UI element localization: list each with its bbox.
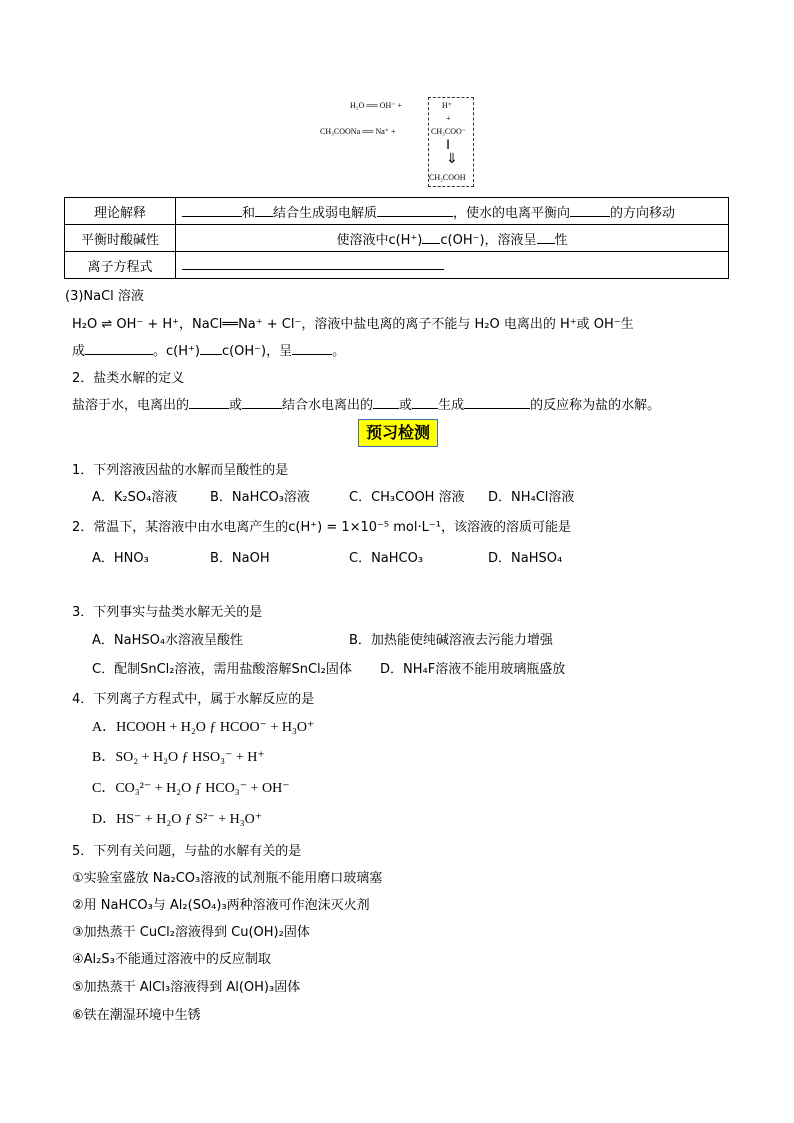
table-row xyxy=(65,198,729,225)
table-row xyxy=(65,225,729,252)
q2-option-c: C．NaHCO₃ xyxy=(349,551,424,566)
table-key: 理论解释 xyxy=(65,198,176,225)
table-value: 使溶液中c(H⁺) c(OH⁻)，溶液呈 性 xyxy=(176,225,729,252)
q4-option-b: B．SO₂ + H₂O ƒ HSO₃⁻ + H⁺ xyxy=(92,750,265,765)
q2-option-d: D．NaHSO₄ xyxy=(488,551,563,566)
hydrolysis-diagram xyxy=(318,96,478,186)
question-3-stem: 3．下列事实与盐类水解无关的是 xyxy=(72,605,263,620)
question-2-stem: 2．常温下，某溶液中由水电离产生的c(H⁺) = 1×10⁻⁵ mol·L⁻¹，该溶液的溶质可能是 xyxy=(72,520,571,535)
diagram-row1-right: H⁺ xyxy=(442,101,452,110)
table-row xyxy=(65,252,729,279)
q5-item-3: ③加热蒸干 CuCl₂溶液得到 Cu(OH)₂固体 xyxy=(72,925,310,940)
q5-item-4: ④Al₂S₃不能通过溶液中的反应制取 xyxy=(72,952,271,967)
section3-line1: H₂O ⇌ OH⁻ + H⁺，NaCl══Na⁺ + Cl⁻，溶液中盐电离的离子不能与 H₂O 电离出的 H⁺或 OH⁻生 xyxy=(72,317,634,332)
q1-option-c: C．CH₃COOH 溶液 xyxy=(349,490,465,505)
table-value: 和 结合生成弱电解质 ，使水的电离平衡向 的方向移动 xyxy=(176,198,729,225)
table-value xyxy=(176,252,729,279)
q4-option-a: A．HCOOH + H₂O ƒ HCOO⁻ + H₃O⁺ xyxy=(92,720,315,735)
q3-option-a: A．NaHSO₄水溶液呈酸性 xyxy=(92,633,244,648)
section3-title: (3)NaCl 溶液 xyxy=(65,289,144,304)
question-4-stem: 4．下列离子方程式中，属于水解反应的是 xyxy=(72,692,315,707)
q5-item-5: ⑤加热蒸干 AlCl₃溶液得到 Al(OH)₃固体 xyxy=(72,980,301,995)
diagram-arrow: ‖ ⇓ xyxy=(446,138,458,167)
diagram-row1-left: H₂O ══ OH⁻ + xyxy=(350,101,402,110)
q2-option-a: A．HNO₃ xyxy=(92,551,149,566)
question-1-stem: 1．下列溶液因盐的水解而呈酸性的是 xyxy=(72,463,289,478)
q3-option-c: C．配制SnCl₂溶液，需用盐酸溶解SnCl₂固体 xyxy=(92,662,352,677)
q3-option-b: B．加热能使纯碱溶液去污能力增强 xyxy=(349,633,553,648)
question-5-stem: 5．下列有关问题，与盐的水解有关的是 xyxy=(72,844,302,859)
diagram-row2-right: CH₃COO⁻ xyxy=(431,127,467,136)
q5-item-1: ①实验室盛放 Na₂CO₃溶液的试剂瓶不能用磨口玻璃塞 xyxy=(72,871,383,886)
diagram-plus: + xyxy=(446,114,451,123)
table-key: 离子方程式 xyxy=(65,252,176,279)
diagram-row2-left: CH₃COONa ══ Na⁺ + xyxy=(320,127,396,136)
section2-definition: 盐溶于水，电离出的 或 结合水电离出的 或 生成 的反应称为盐的水解。 xyxy=(72,398,661,413)
theory-table xyxy=(64,197,729,279)
preview-check-banner: 预习检测 xyxy=(358,419,438,447)
section3-line2: 成 。c(H⁺) c(OH⁻)，呈 。 xyxy=(72,344,346,359)
q1-option-d: D．NH₄Cl溶液 xyxy=(488,490,575,505)
q5-item-6: ⑥铁在潮湿环境中生锈 xyxy=(72,1008,201,1023)
q1-option-b: B．NaHCO₃溶液 xyxy=(210,490,310,505)
q3-option-d: D．NH₄F溶液不能用玻璃瓶盛放 xyxy=(380,662,566,677)
q5-item-2: ②用 NaHCO₃与 Al₂(SO₄)₃两种溶液可作泡沫灭火剂 xyxy=(72,898,370,913)
q1-option-a: A．K₂SO₄溶液 xyxy=(92,490,178,505)
table-key: 平衡时酸碱性 xyxy=(65,225,176,252)
diagram-product: CH₃COOH xyxy=(429,173,466,182)
q2-option-b: B．NaOH xyxy=(210,551,270,566)
q4-option-d: D．HS⁻ + H₂O ƒ S²⁻ + H₃O⁺ xyxy=(92,812,263,827)
section2-title: 2．盐类水解的定义 xyxy=(72,371,185,386)
q4-option-c: C．CO₃²⁻ + H₂O ƒ HCO₃⁻ + OH⁻ xyxy=(92,781,290,796)
